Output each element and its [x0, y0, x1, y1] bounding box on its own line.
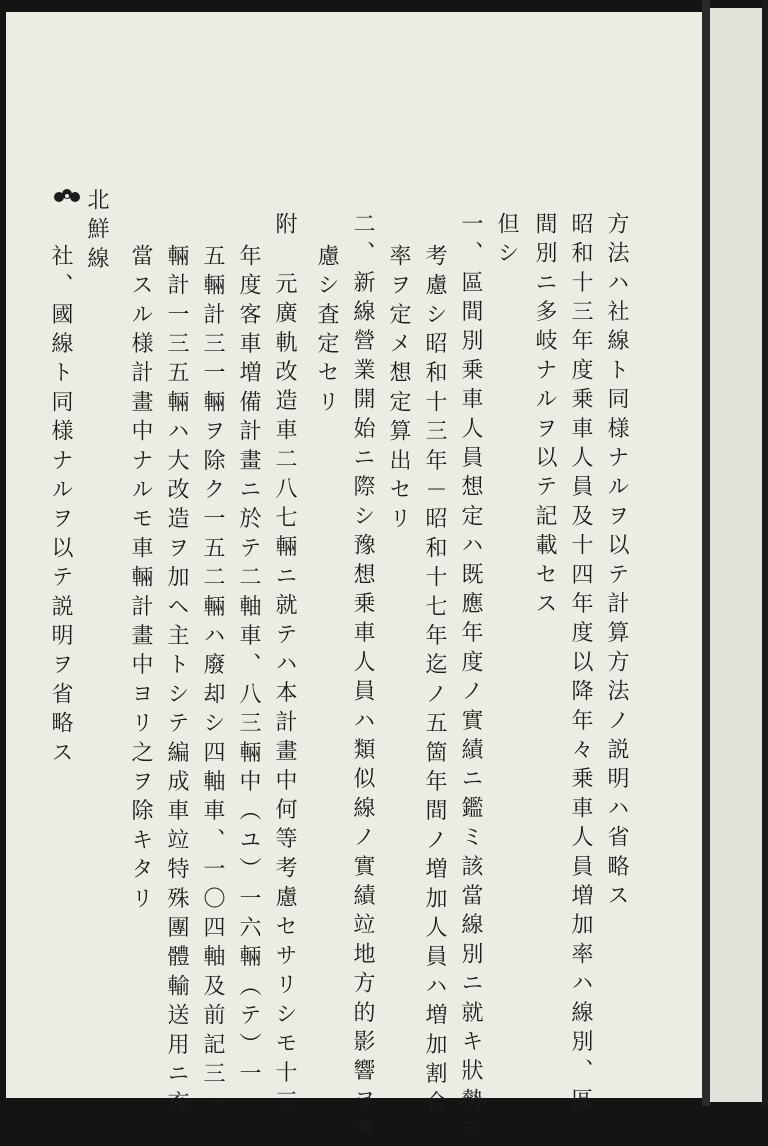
text-column-11: 元廣軌改造車二八七輛ニ就テハ本計畫中何等考慮セサリシモ十三: [272, 272, 297, 1119]
text-column-10: 附: [272, 212, 297, 242]
text-column-5: 一、區間別乗車人員想定ハ既應年度ノ實績ニ鑑ミ該當線別ニ就キ狀勢ヲ: [458, 212, 483, 1146]
text-column-17: 社、國線ト同様ナルヲ以テ説明ヲ省略ス: [48, 244, 73, 770]
text-column-3: 間別ニ多岐ナルヲ以テ記載セス: [532, 212, 557, 621]
text-column-2: 昭和十三年度乗車人員及十四年度以降年々乗車人員増加率ハ線別、區: [568, 212, 593, 1118]
book-spine: [702, 0, 710, 1106]
text-column-7: 率ヲ定メ想定算出セリ: [386, 244, 411, 536]
text-column-8: 二、新線營業開始ニ際シ豫想乗車人員ハ類似線ノ實績竝地方的影響ヲ考: [350, 212, 375, 1146]
text-column-6: 考慮シ昭和十三年－昭和十七年迄ノ五箇年間ノ増加人員ハ増加割合: [422, 244, 447, 1120]
section-heading-hokusen-line: 北鮮線: [84, 188, 109, 276]
text-column-1: 方法ハ社線ト同様ナルヲ以テ計算方法ノ説明ハ省略ス: [604, 212, 629, 913]
text-column-9: 慮シ査定セリ: [314, 244, 339, 420]
scan-border: [762, 0, 768, 1106]
document-page: [6, 12, 702, 1146]
text-column-15: 當スル様計畫中ナルモ車輛計畫中ヨリ之ヲ除キタリ: [128, 244, 153, 916]
ink-mark-icon: [52, 186, 82, 206]
text-column-4: 但シ: [494, 212, 519, 271]
adjacent-page-edge: [710, 8, 762, 1102]
text-column-12: 年度客車増備計畫ニ於テ二軸車、八三輛中（ユ）一六輛（テ）一: [236, 244, 261, 1091]
text-column-13: 五輛計三一輛ヲ除ク一五二輛ハ廢却シ四軸車、一〇四軸及前記三一: [200, 244, 225, 1120]
text-column-14: 輛計一三五輛ハ大改造ヲ加ヘ主トシテ編成車竝特殊團體輸送用ニ充: [164, 244, 189, 1120]
